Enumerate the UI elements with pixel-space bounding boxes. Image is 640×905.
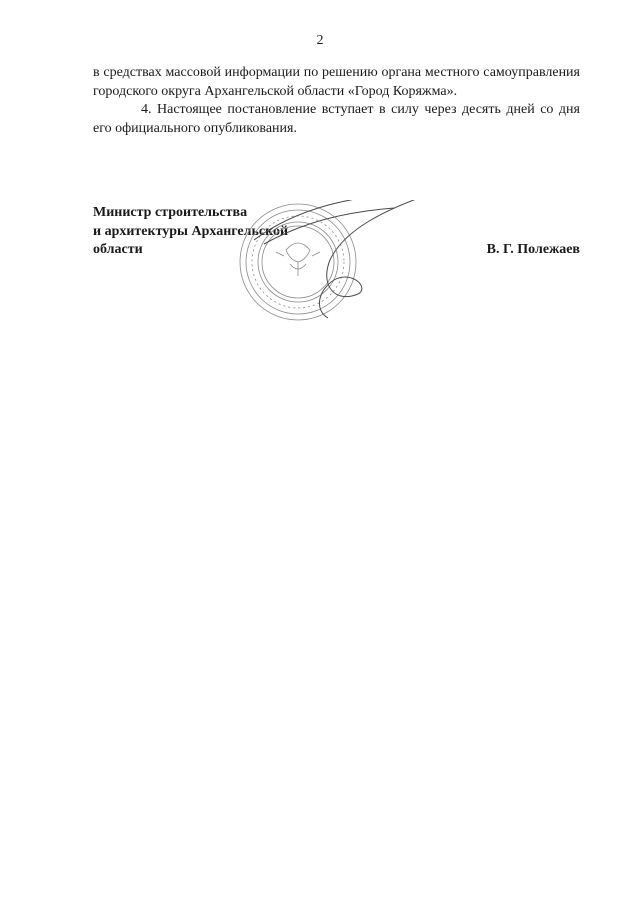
- signatory-name: В. Г. Полежаев: [486, 242, 580, 257]
- page-number: 2: [316, 33, 324, 48]
- signature-block: [93, 204, 580, 260]
- body-paragraph-2: 4. Настоящее постановление вступает в силу через десять дней со дня его официального опубликования.: [93, 102, 580, 136]
- body-paragraph-1: в средствах массовой информации по решению органа местного самоуправления городского округа Архангельской области «Город Коряжма».: [93, 65, 580, 99]
- signatory-title-line-2: и архитектуры Архангельской: [93, 223, 289, 239]
- signatory-title-line-1: Министр строительства: [93, 205, 248, 220]
- signatory-title-line-3: области: [93, 242, 143, 257]
- document-body: [93, 64, 580, 138]
